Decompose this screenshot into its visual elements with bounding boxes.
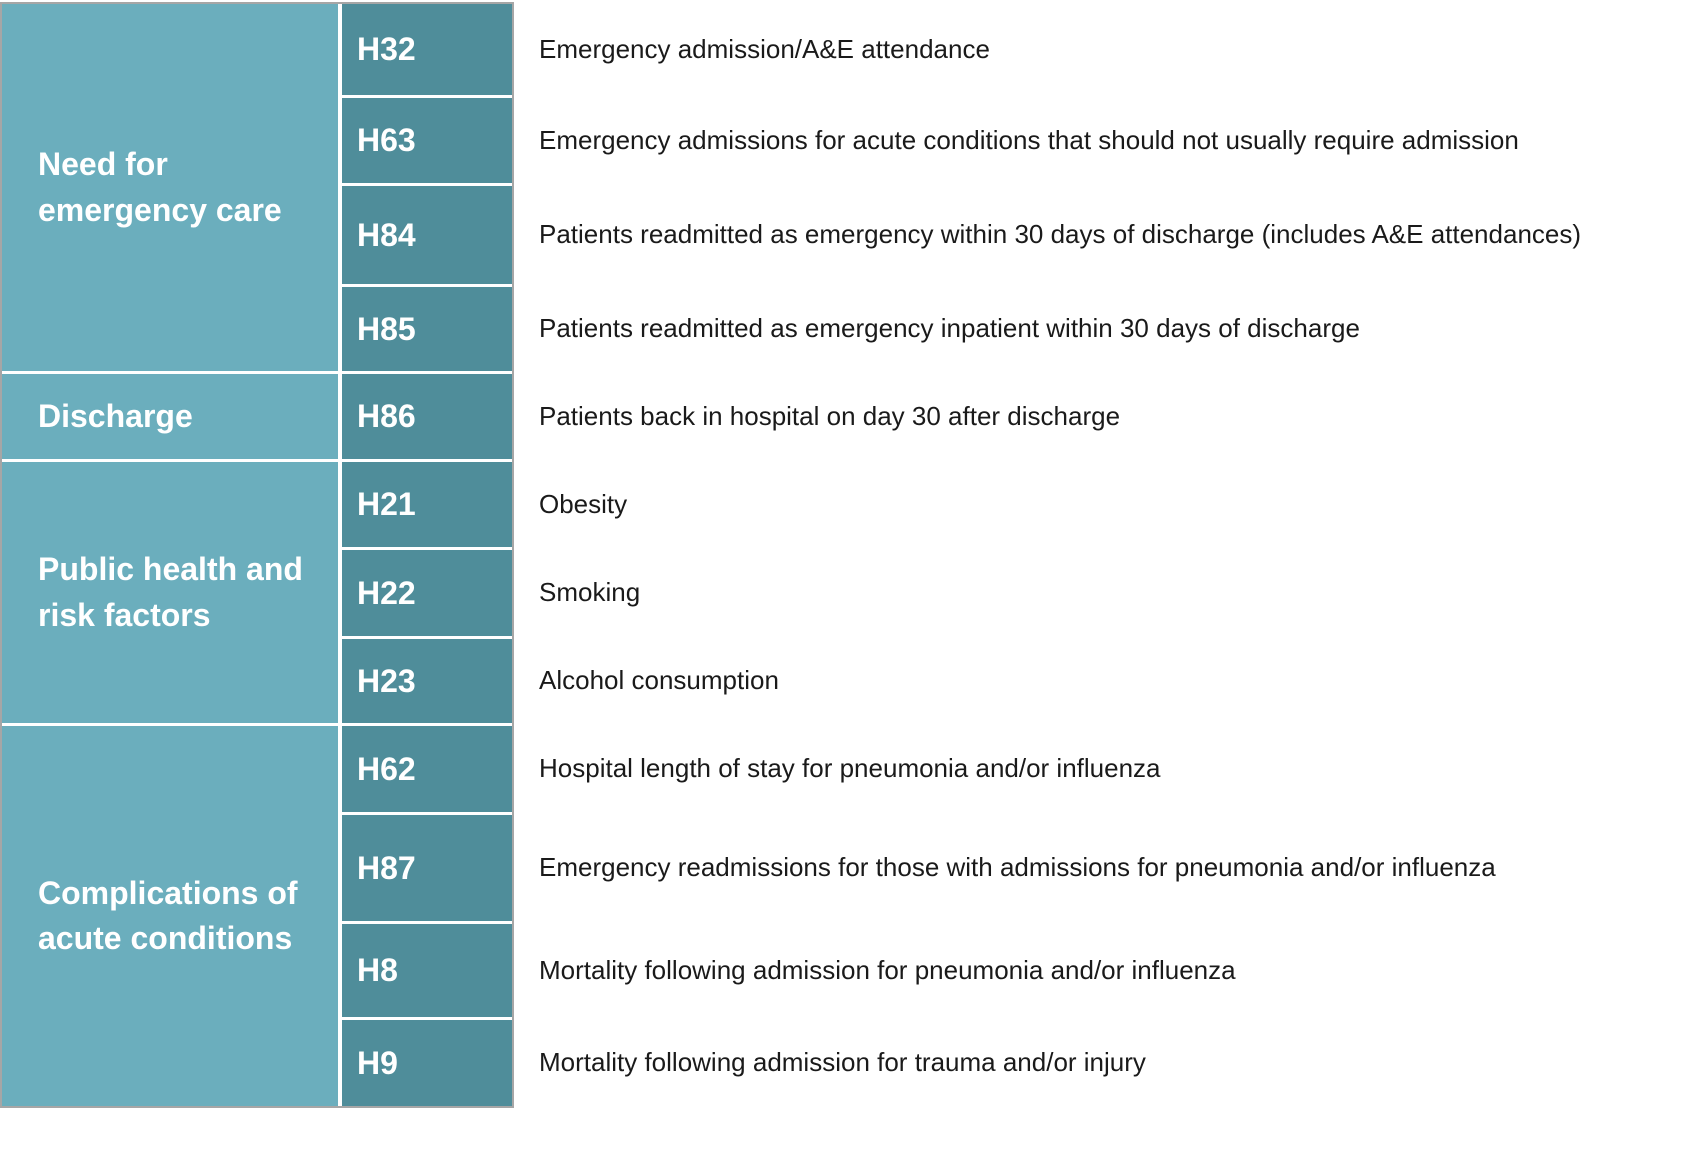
indicator-code-cell-H22 <box>342 550 512 636</box>
indicator-code: H9 <box>357 1044 398 1081</box>
indicator-code-cell-H32 <box>342 4 512 95</box>
category-label: Complications of acute conditions <box>38 874 298 956</box>
category-label: Public health and risk factors <box>38 551 303 633</box>
indicator-code: H85 <box>357 310 416 347</box>
indicator-description-cell-H86 <box>516 374 1700 459</box>
indicator-code: H84 <box>357 216 416 253</box>
category-cell-discharge <box>2 374 338 459</box>
indicator-description-cell-H85 <box>516 287 1700 371</box>
indicator-code: H8 <box>357 952 398 988</box>
indicator-code: H23 <box>357 662 416 699</box>
indicator-code: H86 <box>357 398 416 434</box>
indicator-code: H32 <box>357 31 416 67</box>
indicator-code-cell-H8 <box>342 924 512 1017</box>
indicator-description: Patients readmitted as emergency within 30 days of discharge (includes A&E attendances) <box>539 219 1582 250</box>
indicator-code-cell-H9 <box>342 1020 512 1106</box>
indicator-description-cell-H84 <box>516 186 1700 284</box>
indicator-description: Obesity <box>539 488 628 519</box>
indicator-code: H87 <box>357 849 416 886</box>
category-label: Discharge <box>38 397 193 434</box>
indicator-description-cell-H32 <box>516 4 1700 95</box>
category-cell-public-health-and-risk-factors <box>2 462 338 723</box>
indicator-code-cell-H21 <box>342 462 512 547</box>
indicator-code-cell-H85 <box>342 287 512 371</box>
indicator-code-cell-H62 <box>342 726 512 812</box>
indicator-description: Patients readmitted as emergency inpatient within 30 days of discharge <box>539 313 1360 344</box>
indicator-description: Mortality following admission for pneumonia and/or influenza <box>539 954 1236 985</box>
indicator-description: Patients back in hospital on day 30 after discharge <box>539 400 1121 431</box>
indicator-code-cell-H87 <box>342 815 512 921</box>
indicator-description: Emergency readmissions for those with admissions for pneumonia and/or influenza <box>539 852 1496 883</box>
indicator-code-cell-H84 <box>342 186 512 284</box>
indicator-code-cell-H63 <box>342 98 512 183</box>
indicator-description-cell-H22 <box>516 550 1700 636</box>
indicator-description-cell-H63 <box>516 98 1700 183</box>
indicator-description: Smoking <box>539 577 641 608</box>
category-cell-need-for-emergency-care <box>2 4 338 371</box>
indicator-code: H63 <box>357 122 416 158</box>
indicator-grid <box>2 4 1700 1106</box>
indicator-description: Emergency admission/A&E attendance <box>539 33 990 64</box>
indicator-code: H22 <box>357 574 416 611</box>
indicator-description: Hospital length of stay for pneumonia and/or influenza <box>539 753 1161 784</box>
indicator-code: H21 <box>357 486 416 522</box>
indicator-description-cell-H8 <box>516 924 1700 1017</box>
indicator-description-cell-H21 <box>516 462 1700 547</box>
indicator-description-cell-H23 <box>516 639 1700 723</box>
indicator-code-cell-H86 <box>342 374 512 459</box>
indicator-description: Alcohol consumption <box>539 665 779 696</box>
indicator-description-cell-H87 <box>516 815 1700 921</box>
indicator-description: Emergency admissions for acute conditions that should not usually require admission <box>539 124 1519 155</box>
indicator-description: Mortality following admission for trauma and/or injury <box>539 1047 1146 1078</box>
indicator-description-cell-H9 <box>516 1020 1700 1106</box>
indicator-description-cell-H62 <box>516 726 1700 812</box>
category-label: Need for emergency care <box>38 146 282 228</box>
indicator-code: H62 <box>357 750 416 787</box>
indicator-code-cell-H23 <box>342 639 512 723</box>
category-cell-complications-of-acute-conditions <box>2 726 338 1106</box>
